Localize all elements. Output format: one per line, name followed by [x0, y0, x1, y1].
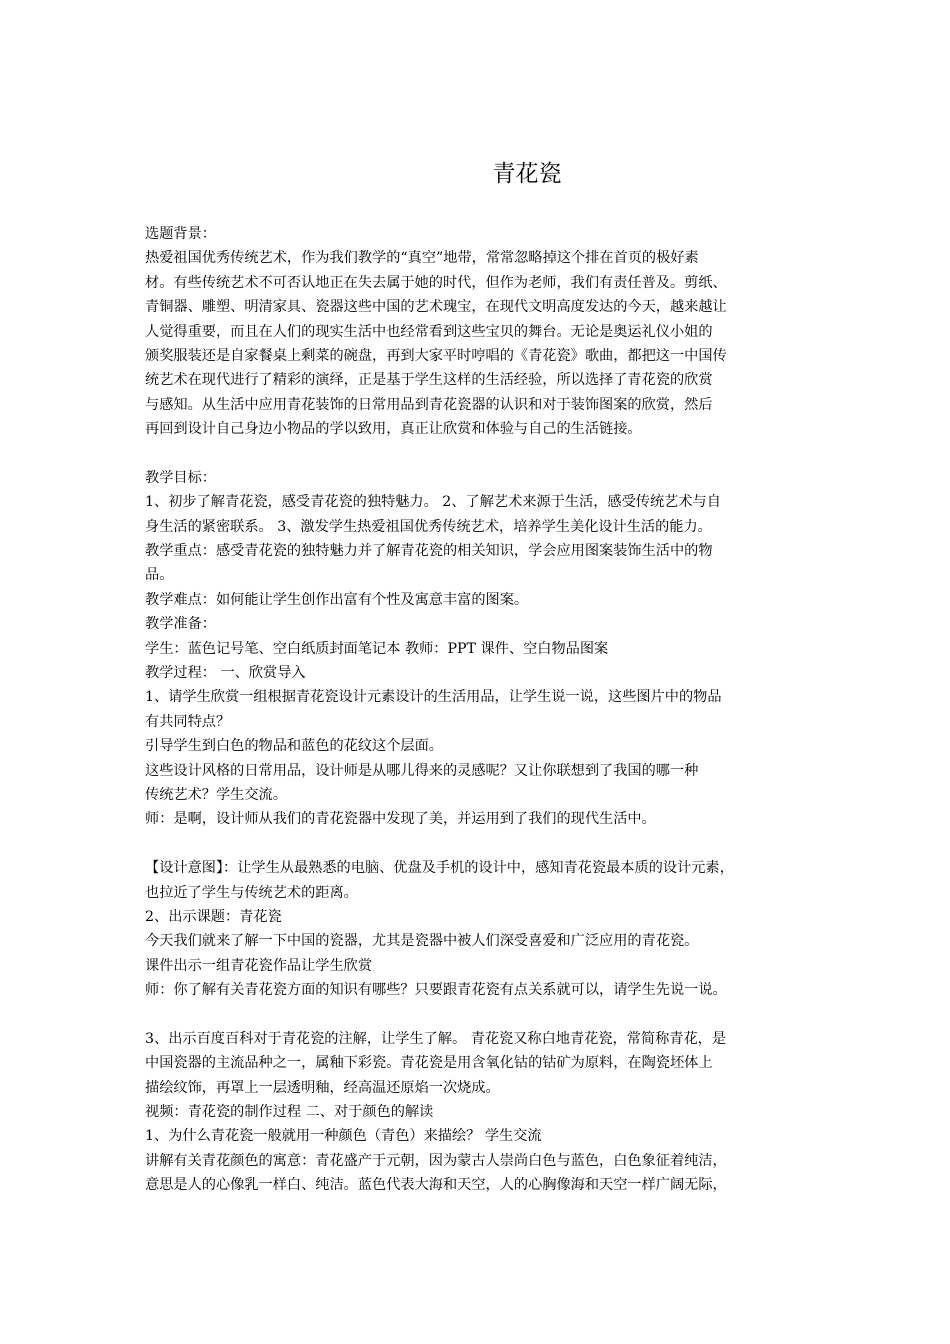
body-text-line: 热爱祖国优秀传统艺术，作为我们教学的“真空”地带，常常忽略掉这个排在首页的极好素	[145, 250, 699, 267]
body-text-line: 有共同特点？	[145, 713, 231, 730]
body-text-line: 再回到设计自己身边小物品的学以致用，真正让欣赏和体验与自己的生活链接。	[145, 421, 642, 438]
body-text-line: 这些设计风格的日常用品，设计师是从哪儿得来的灵感呢？又让你联想到了我国的哪一种	[145, 762, 699, 779]
body-text-line: 1、初步了解青花瓷，感受青花瓷的独特魅力。 2、了解艺术来源于生活，感受传统艺术与自	[145, 494, 721, 511]
body-text-line: 意思是人的心像乳一样白、纯洁。蓝色代表大海和天空，人的心胸像海和天空一样广阔无际，	[145, 1177, 727, 1194]
blank-line	[145, 832, 825, 856]
body-text-line: 讲解有关青花颜色的寓意：青花盛产于元朝，因为蒙古人崇尚白色与蓝色，白色象征着纯洁，	[145, 1152, 727, 1169]
body-text-line: 引导学生到白色的物品和蓝色的花纹这个层面。	[145, 738, 443, 755]
body-text-line: 2、出示课题：青花瓷	[145, 908, 282, 925]
body-text-line: 教学重点：感受青花瓷的独特魅力并了解青花瓷的相关知识，学会应用图案装饰生活中的物	[145, 543, 713, 560]
body-text-line: 中国瓷器的主流品种之一，属釉下彩瓷。青花瓷是用含氧化钴的钴矿为原料，在陶瓷坯体上	[145, 1055, 713, 1072]
body-text-line: 材。有些传统艺术不可否认地正在失去属于她的时代，但作为老师，我们有责任普及。剪纸、	[145, 274, 727, 291]
blank-line	[145, 1003, 825, 1027]
document-title: 青花瓷	[492, 161, 562, 187]
body-text-line: 视频：青花瓷的制作过程 二、对于颜色的解读	[145, 1104, 434, 1121]
body-text-line: 也拉近了学生与传统艺术的距离。	[145, 884, 358, 901]
body-text-line: 青铜器、雕塑、明清家具、瓷器这些中国的艺术瑰宝，在现代文明高度发达的今天，越来越让	[145, 299, 727, 316]
body-text-line: 师：是啊，设计师从我们的青花瓷器中发现了美，并运用到了我们的现代生活中。	[145, 811, 656, 828]
body-text-line: 今天我们就来了解一下中国的瓷器，尤其是瓷器中被人们深受喜爱和广泛应用的青花瓷。	[145, 933, 699, 950]
body-text-line: 人觉得重要，而且在人们的现实生活中也经常看到这些宝贝的舞台。无论是奥运礼仪小姐的	[145, 323, 713, 340]
blank-line	[145, 442, 825, 466]
body-text-line: 【设计意图】：让学生从最熟悉的电脑、优盘及手机的设计中，感知青花瓷最本质的设计元素，	[145, 860, 734, 877]
body-text-line: 教学难点：如何能让学生创作出富有个性及寓意丰富的图案。	[145, 591, 529, 608]
body-text-line: 描绘纹饰，再罩上一层透明釉，经高温还原焰一次烧成。	[145, 1079, 500, 1096]
body-text-line: 身生活的紧密联系。 3、激发学生热爱祖国优秀传统艺术，培养学生美化设计生活的能力。	[145, 518, 712, 535]
body-text-line: 1、请学生欣赏一组根据青花瓷设计元素设计的生活用品，让学生说一说，这些图片中的物品	[145, 689, 722, 706]
body-text-line: 教学过程： 一、欣赏导入	[145, 665, 306, 682]
body-text-line: 师：你了解有关青花瓷方面的知识有哪些？只要跟青花瓷有点关系就可以，请学生先说一说。	[145, 982, 727, 999]
body-text-line: 课件出示一组青花瓷作品让学生欣赏	[145, 957, 373, 974]
document-body	[145, 222, 825, 1198]
body-text-line: 品。	[145, 567, 174, 584]
body-text-line: 学生：蓝色记号笔、空白纸质封面笔记本 教师：PPT 课件、空白物品图案	[145, 640, 609, 657]
body-text-line: 颁奖服装还是自家餐桌上剩菜的碗盘，再到大家平时哼唱的《青花瓷》歌曲，都把这一中国传	[145, 347, 727, 364]
body-text-line: 统艺术在现代进行了精彩的演绎，正是基于学生这样的生活经验，所以选择了青花瓷的欣赏	[145, 372, 713, 389]
body-text-line: 1、为什么青花瓷一般就用一种颜色（青色）来描绘？ 学生交流	[145, 1128, 542, 1145]
body-text-line: 教学准备：	[145, 616, 216, 633]
body-text-line: 教学目标：	[145, 469, 216, 486]
body-text-line: 3、出示百度百科对于青花瓷的注解，让学生了解。 青花瓷又称白地青花瓷，常简称青花，是	[145, 1030, 727, 1047]
body-text-line: 选题背景：	[145, 226, 216, 242]
body-text-line: 传统艺术？学生交流。	[145, 786, 287, 803]
body-text-line: 与感知。从生活中应用青花装饰的日常用品到青花瓷器的认识和对于装饰图案的欣赏，然后	[145, 396, 713, 413]
